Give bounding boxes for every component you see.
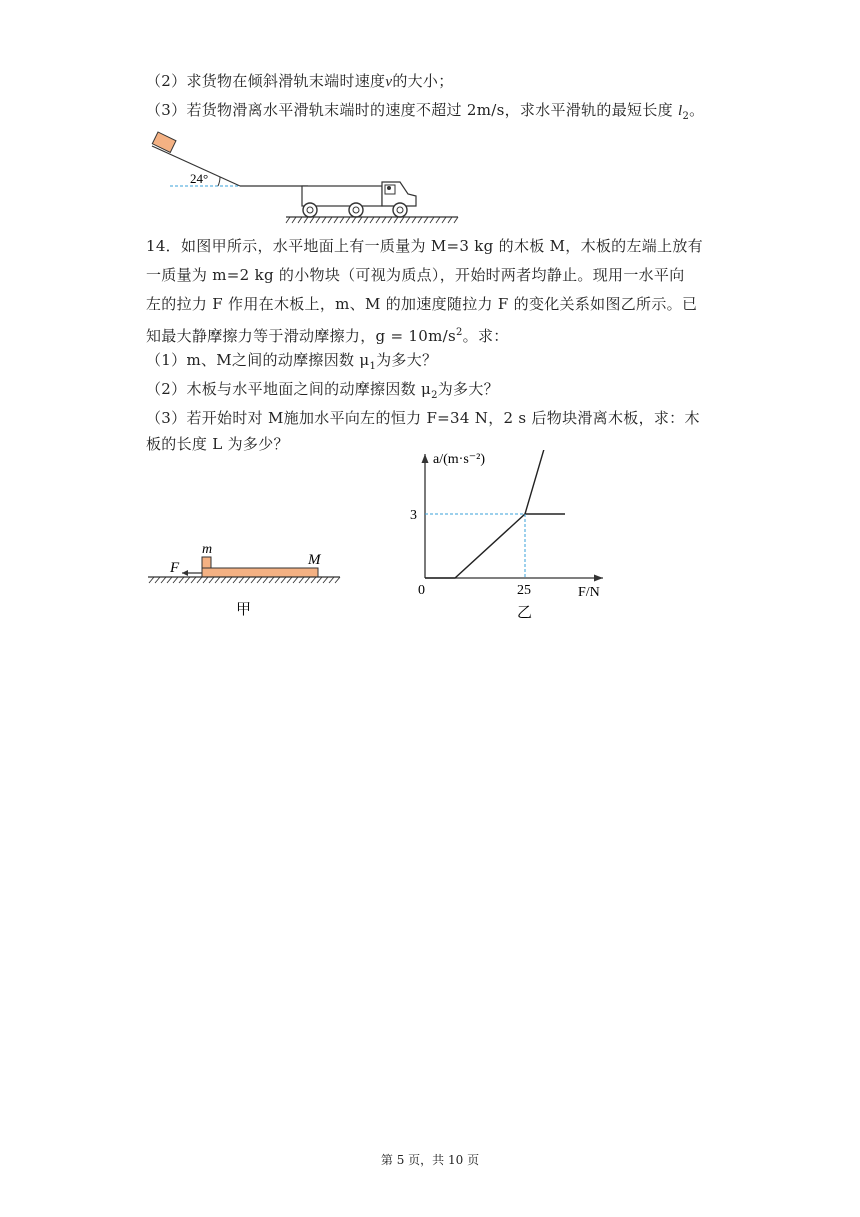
crate <box>152 132 176 152</box>
x-tick-label: 25 <box>517 583 531 598</box>
q14-part2-end: 为多大？ <box>437 380 499 398</box>
q14-line4-end: 。求： <box>462 327 509 345</box>
q14-part2-text: （2）木板与水平地面之间的动摩擦因数 μ <box>146 380 432 398</box>
q14-line4-text: 知最大静摩擦力等于滑动摩擦力，g = 10m/s <box>146 327 456 345</box>
q13-part2 <box>146 71 454 92</box>
q14-line3: 左的拉力 F 作用在木板上，m、M 的加速度随拉力 F 的变化关系如图乙所示。已 <box>146 295 698 313</box>
x-axis-arrow <box>594 575 603 582</box>
y-axis-arrow <box>422 454 429 463</box>
q13-part3-end: 。 <box>689 101 705 119</box>
wheel-1-hub <box>307 207 313 213</box>
wheel-3-hub <box>397 207 403 213</box>
force-arrow-head <box>182 570 188 576</box>
y-tick-label: 3 <box>410 508 417 523</box>
y-axis-label: a/(m·s⁻²) <box>433 452 486 467</box>
q14-part3-line1: （3）若开始时对 M施加水平向左的恒力 F=34 N，2 s 后物块滑离木板，求：木 <box>146 409 700 427</box>
q13-part2-end: 的大小； <box>392 72 454 90</box>
q13-part3-text: （3）若货物滑离水平滑轨末端时的速度不超过 2m/s，求水平滑轨的最短长度 <box>146 101 673 119</box>
q14-line2: 一质量为 m=2 kg 的小物块（可视为质点），开始时两者均静止。现用一水平向 <box>146 266 685 284</box>
x-axis-label: F/N <box>578 585 600 600</box>
q14-part1 <box>146 350 437 377</box>
series-line-2 <box>525 450 545 514</box>
label-F: F <box>170 560 180 576</box>
wheel-2-hub <box>353 207 359 213</box>
angle-arc <box>218 177 220 186</box>
var-l-sub: 2 <box>682 111 690 122</box>
q14-part1-end: 为多大？ <box>376 351 438 369</box>
q14-part2 <box>146 379 499 406</box>
page-footer: 第 5 页，共 10 页 <box>380 1153 480 1167</box>
q14-part1-text: （1）m、M之间的动摩擦因数 μ <box>146 351 370 369</box>
small-block-m <box>202 557 211 568</box>
label-M: M <box>308 552 321 568</box>
figure-jia <box>140 535 355 620</box>
label-m: m <box>202 542 213 557</box>
q14-part3-line2: 板的长度 L 为多少？ <box>146 435 289 453</box>
board-M <box>202 568 318 577</box>
ground <box>286 217 458 223</box>
q13-figure <box>140 124 480 224</box>
q13-part3 <box>146 100 704 127</box>
driver-icon <box>387 186 391 190</box>
q13-part2-text: （2）求货物在倾斜滑轨末端时速度 <box>146 72 386 90</box>
var-l: l <box>678 103 683 119</box>
caption-yi: 乙 <box>517 605 533 621</box>
q14-line1: 14．如图甲所示，水平地面上有一质量为 M=3 kg 的木板 M，木板的左端上放有 <box>146 237 703 255</box>
angle-label: 24° <box>190 171 209 186</box>
ground-jia <box>148 577 340 583</box>
q14-line4-sup: 2 <box>455 327 463 338</box>
truck-bed <box>302 186 382 206</box>
q14-line4 <box>146 323 509 346</box>
mu2-sub: 2 <box>431 390 438 401</box>
series-line-1 <box>425 514 565 578</box>
var-v: v <box>385 74 393 90</box>
caption-jia: 甲 <box>236 602 252 618</box>
origin-label: 0 <box>418 583 425 598</box>
mu1-sub: 1 <box>369 361 377 372</box>
figure-yi-chart <box>400 450 620 622</box>
